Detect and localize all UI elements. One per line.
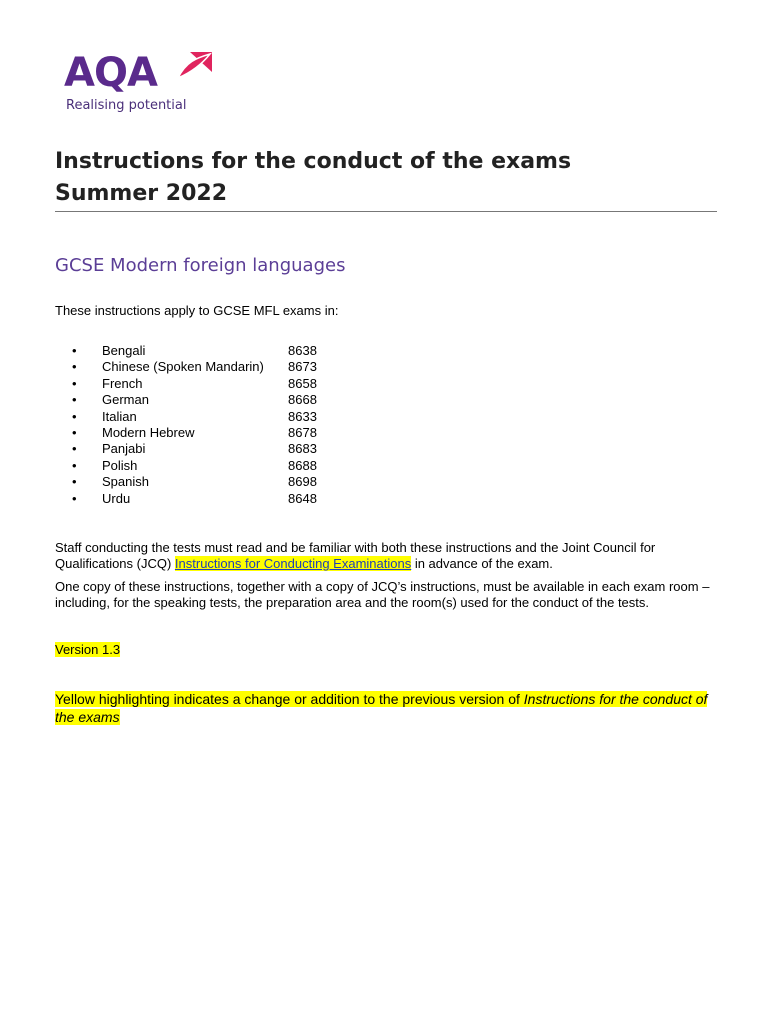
language-item <box>72 458 317 474</box>
bullet-icon: • <box>72 392 77 408</box>
version-label: Version 1.3 <box>55 642 121 657</box>
copy-paragraph: One copy of these instructions, together with a copy of JCQ’s instructions, must be available in each exam room – including, for the speaking tests, the preparation area and the room(s) used for the conduct of the tests. <box>55 579 710 610</box>
logo-wordmark: AQA <box>64 50 157 96</box>
language-name: German <box>102 392 149 408</box>
language-code: 8638 <box>288 343 317 358</box>
bullet-icon: • <box>72 441 77 457</box>
language-code: 8673 <box>288 359 317 375</box>
language-name: Panjabi <box>102 441 146 457</box>
language-name: Bengali <box>102 343 146 358</box>
language-code: 8668 <box>288 392 317 408</box>
language-list <box>72 343 317 507</box>
language-name: Chinese (Spoken Mandarin) <box>102 359 264 375</box>
logo-leaf-icon <box>174 50 214 82</box>
note-text-start: Yellow highlighting indicates a change or addition to the previous version of <box>55 691 524 707</box>
title-line-2: Summer 2022 <box>55 181 228 206</box>
language-name: French <box>102 375 143 391</box>
language-item <box>72 392 317 408</box>
section-heading: GCSE Modern foreign languages <box>55 255 346 276</box>
bullet-icon: • <box>72 375 77 391</box>
note-italic-title: Instructions for the conduct of the exams <box>55 691 708 725</box>
bullet-icon: • <box>72 425 77 441</box>
language-item <box>72 343 317 359</box>
bullet-icon: • <box>72 408 77 424</box>
staff-text-end: in advance of the exam. <box>411 556 553 571</box>
language-code: 8683 <box>288 441 317 457</box>
language-name: Polish <box>102 457 138 473</box>
highlight-note <box>55 690 720 726</box>
intro-paragraph: These instructions apply to GCSE MFL exams in: <box>55 303 339 318</box>
logo-tagline: Realising potential <box>66 98 187 113</box>
language-code: 8633 <box>288 408 317 424</box>
language-item <box>72 359 317 375</box>
staff-paragraph <box>55 540 720 572</box>
language-item <box>72 441 317 457</box>
language-item <box>72 409 317 425</box>
language-code: 8678 <box>288 425 317 441</box>
language-item <box>72 491 317 507</box>
language-code: 8698 <box>288 474 317 490</box>
version-paragraph <box>55 642 720 658</box>
bullet-icon: • <box>72 457 77 473</box>
aqa-logo <box>64 50 224 120</box>
language-name: Urdu <box>102 490 131 506</box>
language-item <box>72 376 317 392</box>
language-item <box>72 474 317 490</box>
bullet-icon: • <box>72 490 77 506</box>
language-name: Spanish <box>102 474 149 490</box>
title-line-1: Instructions for the conduct of the exams <box>55 149 572 174</box>
bullet-icon: • <box>72 343 77 358</box>
bullet-icon: • <box>72 359 77 375</box>
language-name: Modern Hebrew <box>102 425 195 441</box>
document-title <box>55 146 720 210</box>
staff-text: Staff conducting the tests must read and be familiar with both these instructions and the Joint Council for Qualifications (JCQ) <box>55 540 656 571</box>
language-item <box>72 425 317 441</box>
title-divider <box>55 211 717 212</box>
note-text <box>55 691 707 725</box>
language-code: 8648 <box>288 490 317 506</box>
language-code: 8688 <box>288 457 317 473</box>
language-code: 8658 <box>288 375 317 391</box>
bullet-icon: • <box>72 474 77 490</box>
language-name: Italian <box>102 408 137 424</box>
jcq-instructions-link[interactable]: Instructions for Conducting Examinations <box>174 556 412 571</box>
